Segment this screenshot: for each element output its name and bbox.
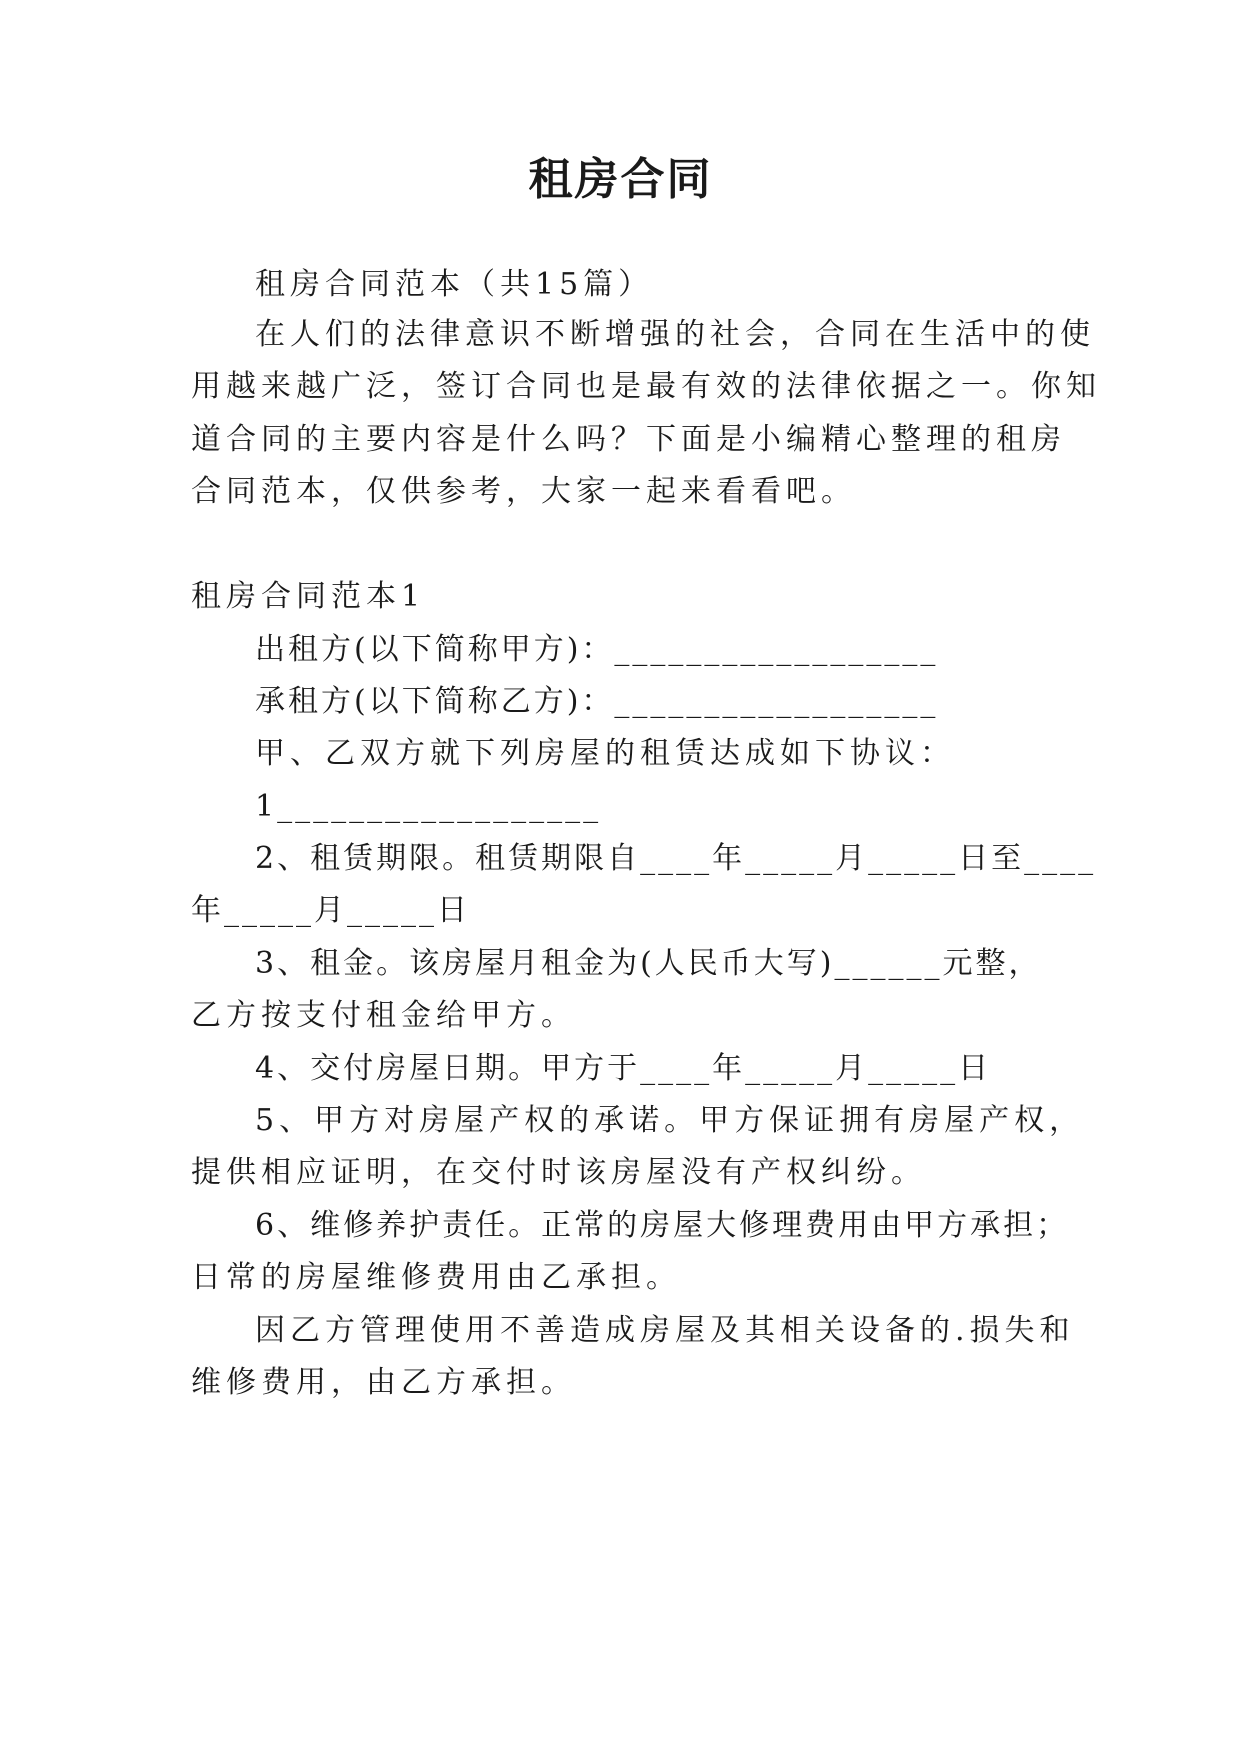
clause-lessee: 承租方(以下简称乙方)：__________________ [255,684,939,719]
intro-line-2: 用越来越广泛，签订合同也是最有效的法律依据之一。你知 [191,369,1101,404]
intro-line-3: 道合同的主要内容是什么吗？下面是小编精心整理的租房 [191,422,1066,457]
clause-item-4: 4、交付房屋日期。甲方于____年_____月_____日 [255,1051,992,1086]
clause-item-3-line-1: 3、租金。该房屋月租金为(人民币大写)______元整， [255,946,1042,981]
intro-line-4: 合同范本，仅供参考，大家一起来看看吧。 [191,474,856,509]
document-subtitle: 租房合同范本（共15篇） [255,267,654,302]
clause-item-1: 1__________________ [255,789,602,824]
section-heading: 租房合同范本1 [191,579,426,614]
clause-paragraph-line-2: 维修费用，由乙方承担。 [191,1365,576,1400]
clause-item-5-line-2: 提供相应证明，在交付时该房屋没有产权纠纷。 [191,1155,926,1190]
clause-item-6-line-1: 6、维修养护责任。正常的房屋大修理费用由甲方承担； [255,1208,1070,1243]
clause-agreement: 甲、乙双方就下列房屋的租赁达成如下协议： [255,736,955,771]
clause-item-6-line-2: 日常的房屋维修费用由乙承担。 [191,1260,681,1295]
clause-item-3-line-2: 乙方按支付租金给甲方。 [191,998,576,1033]
clause-item-5-line-1: 5、甲方对房屋产权的承诺。甲方保证拥有房屋产权， [255,1103,1085,1138]
clause-lessor: 出租方(以下简称甲方)：__________________ [255,632,939,667]
intro-line-1: 在人们的法律意识不断增强的社会，合同在生活中的使 [255,317,1095,352]
document-title: 租房合同 [528,154,713,205]
clause-item-2-line-2: 年_____月_____日 [191,893,470,928]
clause-item-2-line-1: 2、租赁期限。租赁期限自____年_____月_____日至____ [255,841,1097,876]
clause-paragraph-line-1: 因乙方管理使用不善造成房屋及其相关设备的.损失和 [255,1313,1075,1348]
